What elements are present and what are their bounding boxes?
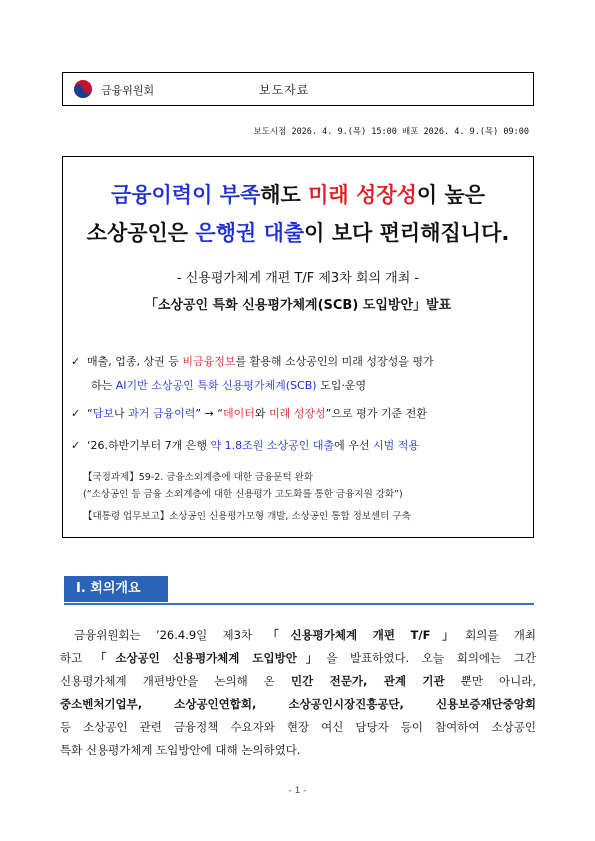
note-presidential-report: 【대통령 업무보고】소상공인 신용평가모형 개발, 소상공인 통합 정보센터 구축 [83,511,411,522]
section-heading: Ⅰ. 회의개요 [64,576,168,602]
release-type: 보도자료 [259,83,310,97]
body-line-5: 등 소상공인 관련 금융정책 수요자와 현장 여신 담당자 등이 참여하여 소상공인 [60,720,536,734]
summary-box [62,156,534,538]
page-number: - 1 - [288,786,307,796]
government-logo-icon [73,79,93,99]
release-dates: 보도시점 2026. 4. 9.(목) 15:00 배포 2026. 4. 9.(목) 09:00 [253,127,529,137]
press-header [62,72,534,106]
subtitle-meeting: - 신용평가체계 개편 T/F 제3차 회의 개최 - [176,271,420,286]
body-line-2: 하고 「소상공인 신용평가체계 도입방안」을 발표하였다. 오늘 회의에는 그간 [60,651,536,665]
bullet-1-continued: 하는 AI기반 소상공인 특화 신용평가체계(SCB) 도입·운영 [91,379,367,392]
note-national-task: 【국정과제】59-2. 금융소외계층에 대한 금융문턱 완화 [83,472,314,483]
subtitle-announcement: 「소상공인 특화 신용평가체계(SCB) 도입방안」발표 [144,298,452,313]
body-line-6: 특화 신용평가체계 도입방안에 대해 논의하였다. [60,743,301,757]
headline-line-1: 금융이력이 부족해도 미래 성장성이 높은 [110,183,486,207]
headline-line-2: 소상공인은 은행권 대출이 보다 편리해집니다. [86,221,510,245]
section-divider [64,603,534,605]
check-icon: ✓ [71,407,81,420]
note-national-task-detail: (“소상공인 등 금융 소외계층에 대한 신용평가 고도화를 통한 금융지원 강화”) [83,489,403,500]
check-icon: ✓ [71,355,81,368]
bullet-2: ✓ “담보나 과거 금융이력” → “데이터와 미래 성장성”으로 평가 기준 전환 [71,407,427,420]
body-line-4: 중소벤처기업부, 소상공인연합회, 소상공인시장진흥공단, 신용보증재단중앙회 [60,697,536,711]
body-line-1: 금융위원회는 ’26.4.9일 제3차 「신용평가체계 개편 T/F」회의를 개최 [74,628,536,642]
org-name: 금융위원회 [101,84,155,97]
bullet-3: ✓ ‘26.하반기부터 7개 은행 약 1.8조원 소상공인 대출에 우선 시범 적용 [71,439,420,452]
bullet-1: ✓ 매출, 업종, 상권 등 비금융정보를 활용해 소상공인의 미래 성장성을 평가 [71,355,434,368]
body-line-3: 신용평가체계 개편방안을 논의해 온 민간 전문가, 관계 기관 뿐만 아니라, [60,674,536,688]
check-icon: ✓ [71,439,81,452]
